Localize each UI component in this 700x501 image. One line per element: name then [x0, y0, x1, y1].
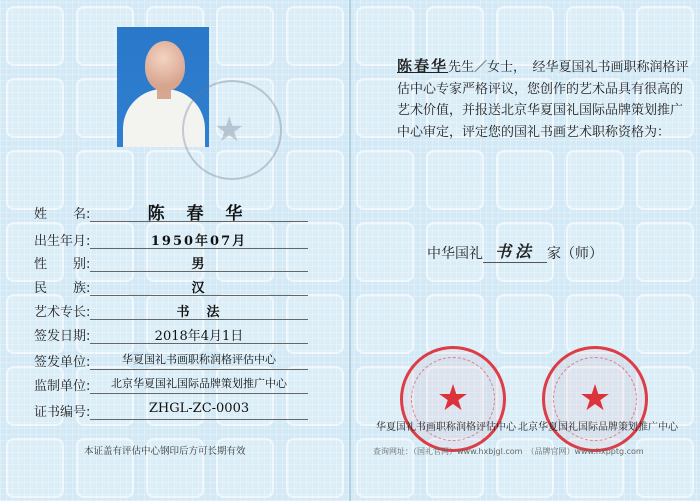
field-gender [34, 250, 207, 272]
statement-text: 先生／女士， 经华夏国礼书画职称润格评估中心专家严格评议，您创作的艺术品具有很高的艺术价值，并报送北京华夏国礼国际品牌策划推广中心审定，评定您的国礼书画艺术职称资格为： [397, 60, 689, 140]
field-name [34, 200, 251, 224]
awarded-title [427, 239, 603, 263]
field-specialty [34, 298, 222, 320]
title-discipline: 书法 [483, 239, 547, 263]
field-label: 出生年月: [34, 234, 91, 249]
recipient-name: 陈春华 [397, 57, 449, 75]
field-supervisor [34, 372, 287, 394]
field-label: 签发单位: [34, 355, 91, 370]
field-value: ZHGL-ZC-0003 [90, 401, 308, 420]
field-value: 北京华夏国礼国际品牌策划推广中心 [90, 375, 308, 394]
field-value: 男 [90, 253, 308, 272]
field-label: 证书编号: [34, 405, 91, 420]
field-birth [34, 227, 248, 249]
issuer-name-1: 华夏国礼书画职称润格评估中心 [376, 422, 516, 433]
issuer-name-2: 北京华夏国礼国际品牌策划推广中心 [518, 422, 678, 433]
red-seal-2: ★ [542, 346, 648, 452]
page-fold [349, 0, 351, 501]
field-label: 艺术专长: [34, 305, 91, 320]
red-seal-1: ★ [400, 346, 506, 452]
title-suffix: 家（师） [547, 246, 603, 262]
field-value: 2018年4月1日 [90, 325, 308, 344]
validity-note: 本证盖有评估中心钢印后方可长期有效 [84, 446, 246, 457]
field-value: 华夏国礼书画职称润格评估中心 [90, 351, 308, 370]
query-websites: 查询网址：（国礼官网）www.hxbjgl.com （品牌官网）www.hxpptg.com [373, 447, 644, 456]
field-ethnicity [34, 274, 207, 296]
field-label: 监制单位: [34, 379, 91, 394]
field-label: 性 别: [34, 257, 91, 272]
field-value: 1950年07月 [90, 230, 308, 249]
award-statement [397, 56, 693, 143]
field-value: 书 法 [90, 301, 308, 320]
field-value: 陈 春 华 [90, 199, 308, 222]
title-prefix: 中华国礼 [427, 246, 483, 262]
field-certificate-number [34, 398, 250, 420]
field-value: 汉 [90, 277, 308, 296]
field-label: 签发日期: [34, 329, 91, 344]
embossed-seal: ★ [182, 80, 282, 180]
field-issuer [34, 348, 276, 370]
field-label: 姓 名: [34, 207, 91, 222]
field-label: 民 族: [34, 281, 91, 296]
field-issue-date [34, 322, 244, 344]
